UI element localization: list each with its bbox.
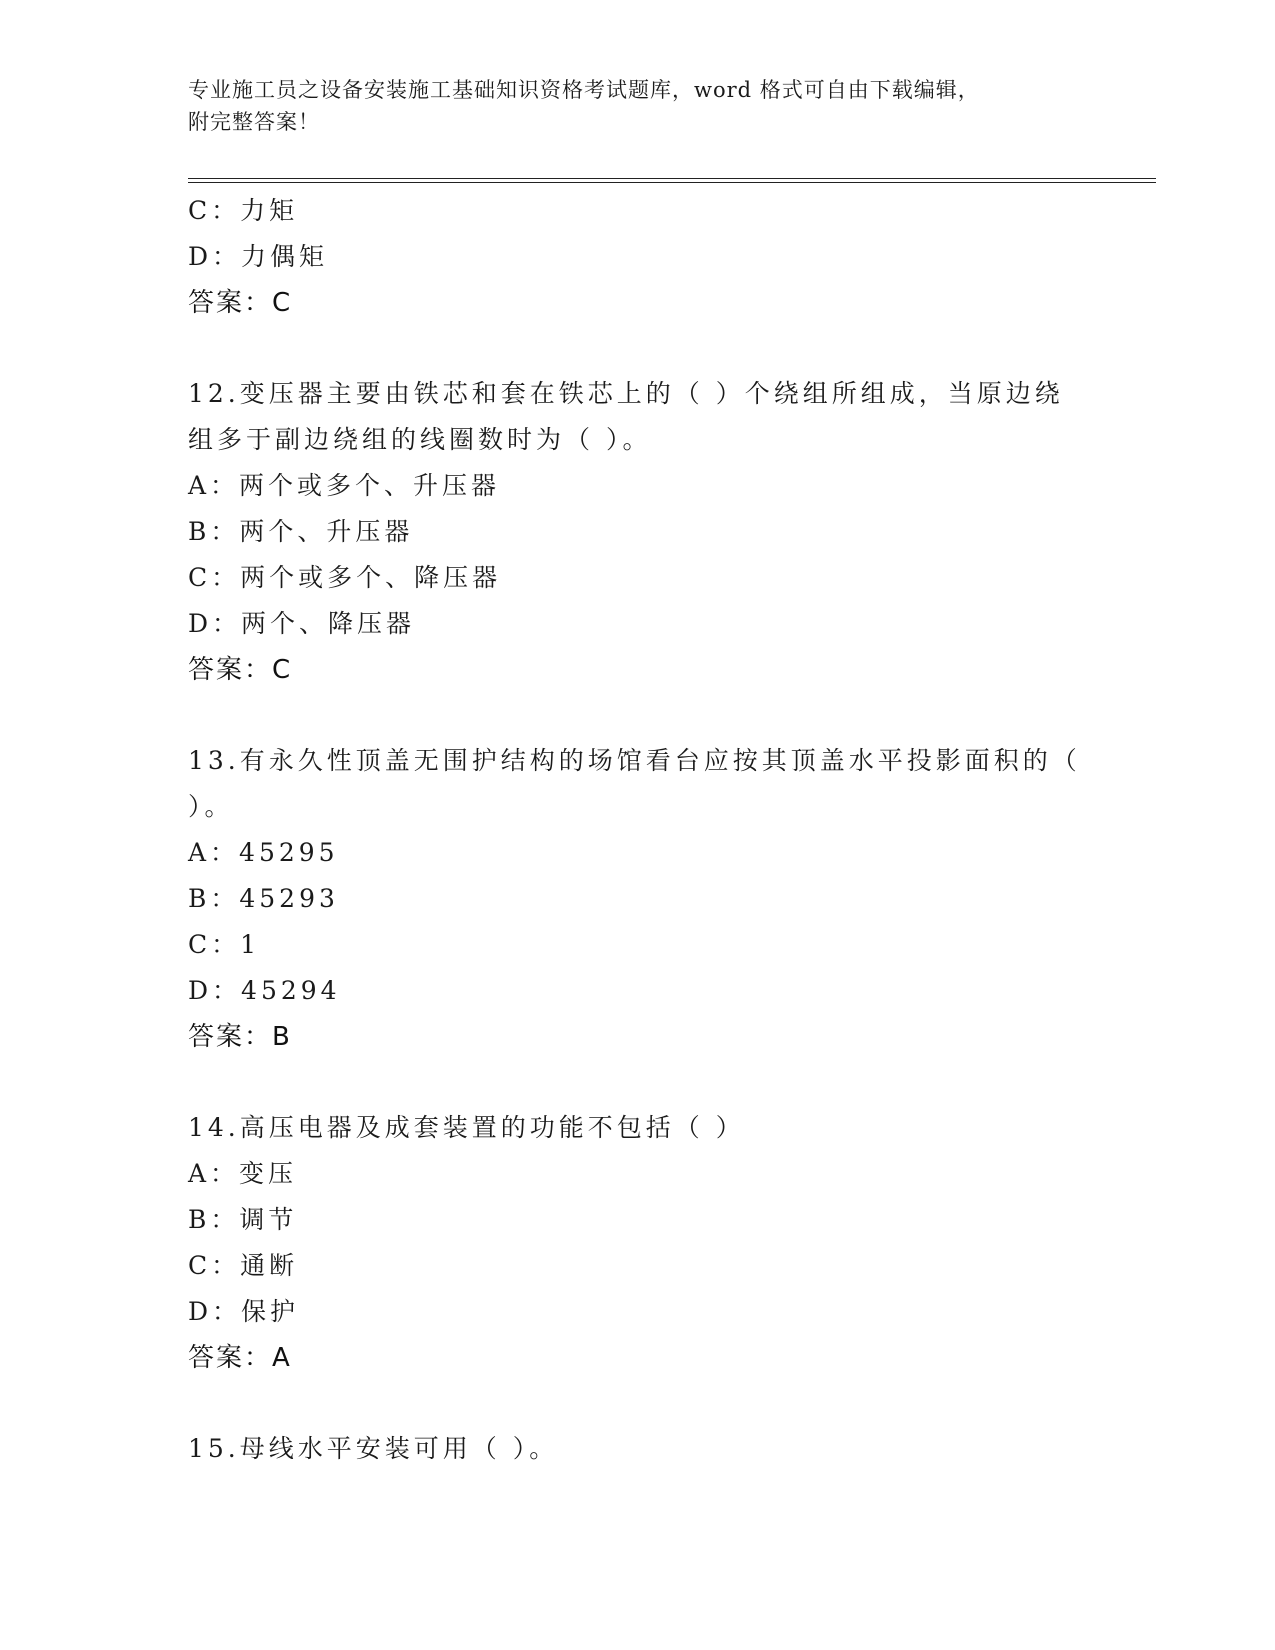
option-c: C：通断 [188, 1251, 299, 1280]
option-d: D：45294 [188, 976, 341, 1005]
spacer [188, 326, 1088, 371]
question-stem: 15.母线水平安装可用（ ）。 [188, 1434, 559, 1463]
option-a: A：变压 [188, 1159, 298, 1188]
question-14 [188, 1105, 1088, 1381]
answer-line: 答案：B [188, 1022, 292, 1052]
spacer [188, 693, 1088, 738]
question-list [188, 188, 1088, 1472]
header-divider [188, 178, 1156, 183]
question-13 [188, 738, 1088, 1060]
option-c: C：两个或多个、降压器 [188, 563, 502, 592]
option-a: A：两个或多个、升压器 [188, 471, 501, 500]
option-d: D：力偶矩 [188, 242, 329, 271]
option-d: D：两个、降压器 [188, 609, 416, 638]
spacer [188, 1381, 1088, 1426]
question-stem: 12.变压器主要由铁芯和套在铁芯上的（ ）个绕组所组成，当原边绕 [188, 379, 1064, 408]
document-header [188, 74, 1068, 138]
option-c: C：1 [188, 930, 261, 959]
option-b: B：两个、升压器 [188, 517, 414, 546]
header-title-line-1: 专业施工员之设备安装施工基础知识资格考试题库，word 格式可自由下载编辑， [188, 78, 980, 102]
spacer [188, 1060, 1088, 1105]
option-b: B：45293 [188, 884, 339, 913]
question-11-tail [188, 188, 1088, 326]
question-stem-continued: 组多于副边绕组的线圈数时为（ ）。 [188, 425, 652, 454]
answer-line: 答案：C [188, 288, 293, 318]
option-d: D：保护 [188, 1297, 300, 1326]
question-stem-continued: ）。 [188, 792, 234, 821]
question-stem: 13.有永久性顶盖无围护结构的场馆看台应按其顶盖水平投影面积的（ [188, 746, 1081, 775]
option-c: C：力矩 [188, 196, 299, 225]
option-a: A：45295 [188, 838, 339, 867]
answer-line: 答案：A [188, 1343, 292, 1373]
header-title-line-2: 附完整答案！ [188, 110, 320, 134]
option-b: B：调节 [188, 1205, 298, 1234]
answer-line: 答案：C [188, 655, 293, 685]
question-stem: 14.高压电器及成套装置的功能不包括（ ） [188, 1113, 745, 1142]
question-12 [188, 371, 1088, 693]
question-15 [188, 1426, 1088, 1472]
